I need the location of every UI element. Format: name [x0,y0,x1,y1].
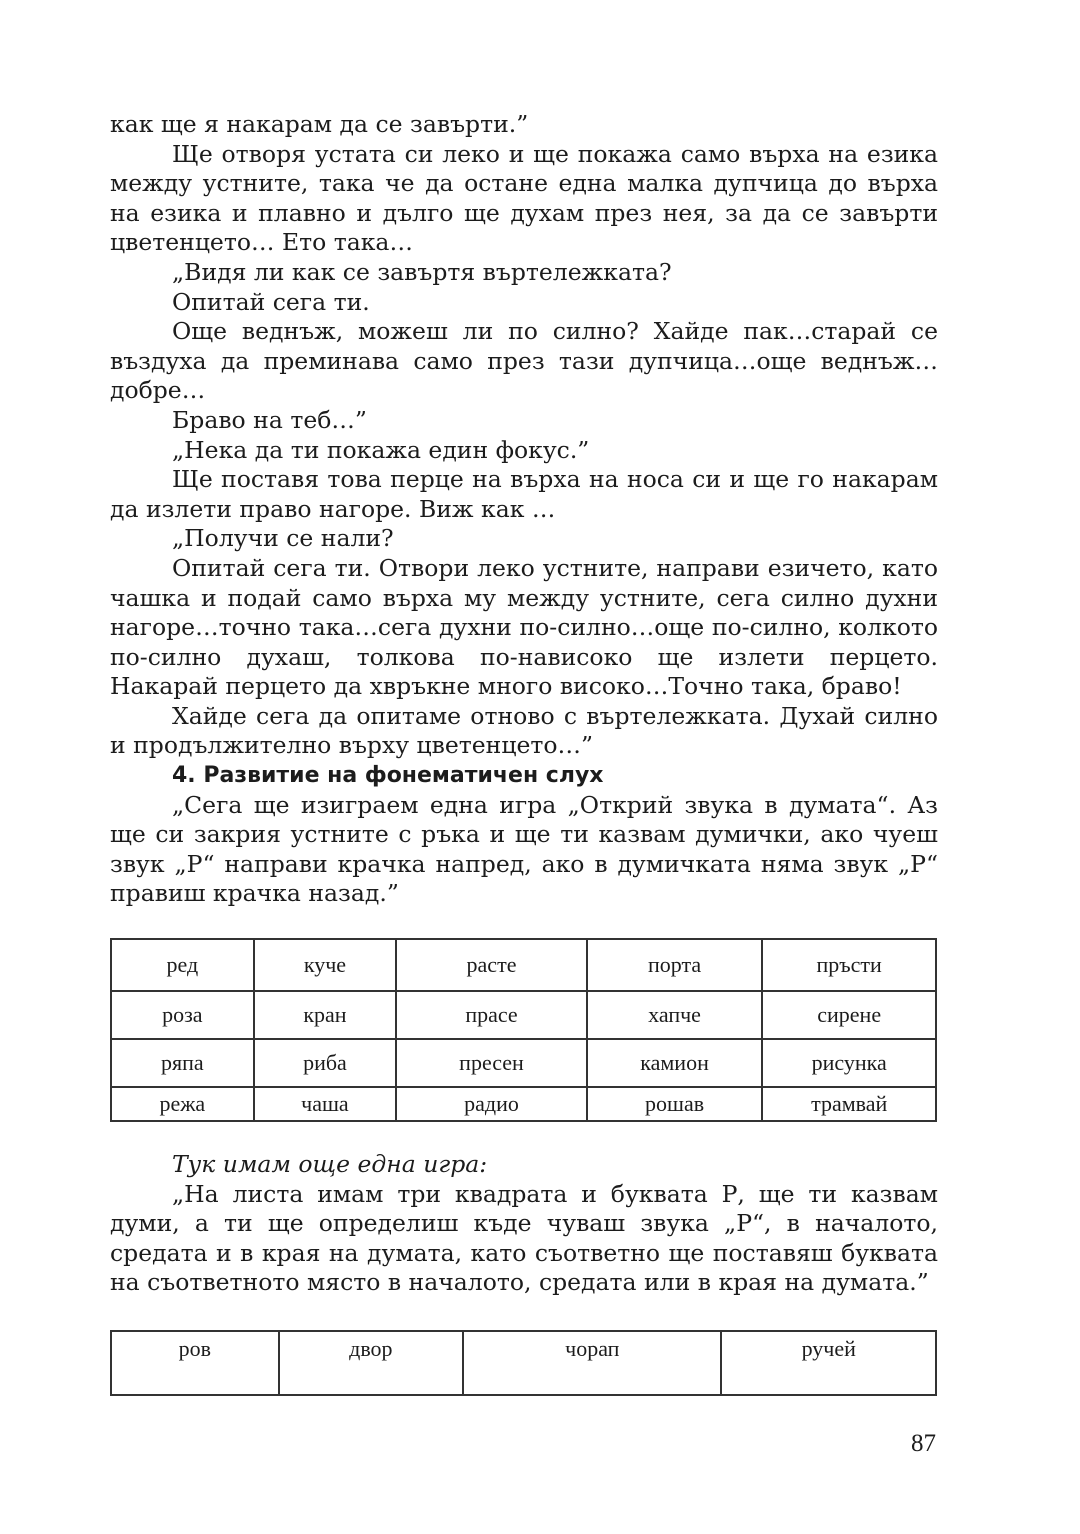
table-row [111,1039,936,1087]
table-cell: трамвай [762,1087,936,1121]
section-heading: 4. Развитие на фонематичен слух [172,763,604,789]
paragraph: Ще поставя това перце на върха на носа си и ще го накарам да излети право нагоре. Виж как … [110,465,938,523]
table-row [111,1087,936,1121]
table-cell: пръсти [762,939,936,991]
game-title: Тук имам още една игра: [172,1150,488,1178]
table-cell: ред [111,939,254,991]
paragraph: Браво на теб…” [172,405,367,434]
position-table [110,1330,937,1396]
table-cell: сирене [762,991,936,1039]
table-cell: режа [111,1087,254,1121]
position-table-row [111,1331,936,1395]
table-cell: радио [396,1087,587,1121]
table-cell: чаша [254,1087,397,1121]
table-cell: куче [254,939,397,991]
table-cell: кран [254,991,397,1039]
table-cell: расте [396,939,587,991]
game-text: „На листа имам три квадрата и буквата Р, ще ти казвам думи, а ти ще определиш къде чуваш звука „Р“, в началото, средата и в края на думата, като съответно ще поставяш буквата на съответното място в началото, средата или в края на думата.” [110,1179,938,1297]
table-cell: рисунка [762,1039,936,1087]
words-table [110,938,937,1122]
table-row [111,991,936,1039]
paragraph: „Нека да ти покажа един фокус.” [172,435,590,464]
table-cell: прасе [396,991,587,1039]
table-cell: чорап [463,1331,721,1395]
paragraph: Още веднъж, можеш ли по силно? Хайде пак…старай се въздуха да преминава само през тази дупчица…още веднъж… добре… [110,317,938,405]
table-cell: ручей [721,1331,936,1395]
paragraph: „Получи се нали? [172,524,394,553]
page-body [110,110,938,909]
game-block [110,1150,938,1298]
paragraph: Опитай сега ти. [172,287,370,316]
paragraph: Опитай сега ти. Отвори леко устните, направи езичето, като чашка и подай само върха му между устните, сега силно духни нагоре…точно така…сега духни по-силно…още по-силно, колкото по-силно духаш, толкова по-нависоко ще излети перцето. Накарай перцето да хвръкне много високо…Точно така, браво! [110,553,938,701]
page-number: 87 [911,1430,936,1457]
paragraph: Хайде сега да опитаме отново с въртележката. Духай силно и продължително върху цветенцето…” [110,701,938,760]
table-cell: камион [587,1039,763,1087]
table-cell: ряпа [111,1039,254,1087]
table-cell: роза [111,991,254,1039]
table-cell: пресен [396,1039,587,1087]
table-cell: двор [279,1331,464,1395]
paragraph: Ще отворя устата си леко и ще покажа само върха на езика между устните, така че да остане една малка дупчица до върха на езика и плавно и дълго ще духам през нея, за да се завърти цветенцето… Ето така… [110,139,938,257]
table-cell: порта [587,939,763,991]
section-intro: „Сега ще изиграем една игра „Открий звука в думата“. Аз ще си закрия устните с ръка и ще ти казвам думички, ако чуеш звук „Р“ направи крачка напред, ако в думичката няма звук „Р“ правиш крачка назад.” [110,790,938,908]
table-cell: хапче [587,991,763,1039]
text-block [110,110,938,761]
table-cell: риба [254,1039,397,1087]
table-cell: ров [111,1331,279,1395]
table-row [111,939,936,991]
table-cell: рошав [587,1087,763,1121]
paragraph: „Видя ли как се завъртя въртележката? [172,257,672,286]
paragraph: как ще я накарам да се завърти.” [110,110,529,138]
